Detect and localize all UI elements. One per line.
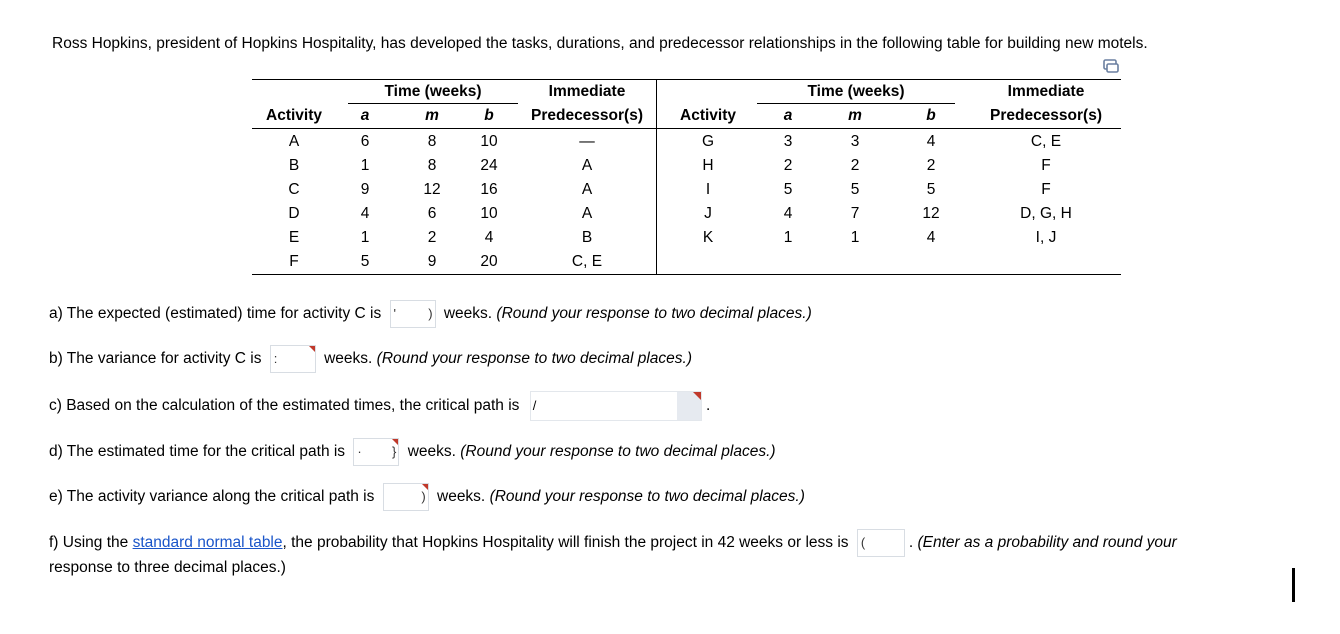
question-f-note-line1: (Enter as a probability and round your bbox=[917, 534, 1177, 552]
cell-m: 12 bbox=[423, 181, 441, 198]
question-b-note: (Round your response to two decimal places.) bbox=[376, 350, 692, 368]
answer-e-right-fragment: ) bbox=[421, 489, 426, 504]
question-d-note: (Round your response to two decimal places.) bbox=[460, 443, 776, 461]
header-b-left: b bbox=[484, 107, 494, 124]
answer-a-right-fragment: ) bbox=[428, 306, 433, 321]
header-pred-line2-right: Predecessor(s) bbox=[989, 107, 1102, 124]
cell-m: 1 bbox=[850, 229, 860, 246]
question-d-prefix: d) The estimated time for the critical path is bbox=[49, 443, 346, 461]
header-activity-left: Activity bbox=[266, 107, 322, 124]
answer-e-input[interactable] bbox=[383, 483, 429, 511]
question-a-prefix: a) The expected (estimated) time for activity C is bbox=[49, 305, 382, 323]
dropdown-arrow-icon[interactable] bbox=[677, 392, 701, 420]
cell-pred: B bbox=[581, 229, 593, 246]
question-a bbox=[49, 300, 812, 328]
cell-pred: D, G, H bbox=[1020, 205, 1072, 222]
cell-b: 4 bbox=[926, 133, 936, 150]
question-b-prefix: b) The variance for activity C is bbox=[49, 350, 262, 368]
cell-m: 8 bbox=[427, 157, 437, 174]
cell-a: 2 bbox=[783, 157, 793, 174]
cell-pred: A bbox=[581, 157, 593, 174]
cell-activity: C bbox=[288, 181, 300, 198]
header-a-right: a bbox=[783, 107, 793, 124]
cell-pred: — bbox=[579, 133, 595, 150]
header-time-weeks-left: Time (weeks) bbox=[384, 83, 482, 100]
question-b-suffix: weeks. bbox=[324, 350, 373, 368]
cell-a: 9 bbox=[360, 181, 370, 198]
copy-icon[interactable] bbox=[1103, 59, 1119, 73]
cell-m: 2 bbox=[850, 157, 860, 174]
question-c-prefix: c) Based on the calculation of the estimated times, the critical path is bbox=[49, 397, 520, 415]
cell-activity: F bbox=[289, 253, 299, 270]
cell-a: 1 bbox=[360, 157, 370, 174]
cell-b: 24 bbox=[480, 157, 498, 174]
cell-activity: A bbox=[288, 133, 300, 150]
cell-activity: J bbox=[704, 205, 712, 222]
cell-pred: F bbox=[1041, 181, 1051, 198]
cell-activity: H bbox=[702, 157, 714, 174]
question-e bbox=[49, 483, 805, 511]
cell-activity: D bbox=[288, 205, 300, 222]
answer-a-input[interactable] bbox=[390, 300, 436, 328]
cell-a: 4 bbox=[360, 205, 370, 222]
cell-m: 2 bbox=[427, 229, 437, 246]
cell-m: 3 bbox=[850, 133, 860, 150]
header-m-right: m bbox=[848, 107, 862, 124]
header-a-left: a bbox=[360, 107, 370, 124]
answer-b-left-fragment: : bbox=[273, 351, 278, 366]
header-time-weeks-right: Time (weeks) bbox=[807, 83, 905, 100]
answer-d-input[interactable] bbox=[353, 438, 399, 466]
cell-b: 10 bbox=[480, 205, 498, 222]
cell-b: 4 bbox=[484, 229, 494, 246]
intro-text: Ross Hopkins, president of Hopkins Hospitality, has developed the tasks, durations, and predecessor relationships in the following table for building new motels. bbox=[52, 35, 1148, 52]
cell-b: 20 bbox=[480, 253, 498, 270]
cell-pred: C, E bbox=[1030, 133, 1062, 150]
cell-b: 16 bbox=[480, 181, 498, 198]
answer-d-left-fragment: · bbox=[357, 444, 362, 459]
cell-m: 5 bbox=[850, 181, 860, 198]
cell-m: 8 bbox=[427, 133, 437, 150]
header-pred-line1-right: Immediate bbox=[1007, 83, 1085, 100]
cell-a: 4 bbox=[783, 205, 793, 222]
question-e-note: (Round your response to two decimal places.) bbox=[489, 488, 805, 506]
question-c bbox=[49, 391, 710, 421]
text-cursor bbox=[1292, 568, 1295, 602]
cell-activity: B bbox=[288, 157, 300, 174]
standard-normal-table-link[interactable]: standard normal table bbox=[132, 534, 283, 552]
question-f-prefix: f) Using the bbox=[49, 534, 129, 552]
cell-a: 3 bbox=[783, 133, 793, 150]
cell-a: 5 bbox=[360, 253, 370, 270]
cell-a: 6 bbox=[360, 133, 370, 150]
question-f bbox=[49, 529, 1177, 557]
cell-m: 6 bbox=[427, 205, 437, 222]
question-e-prefix: e) The activity variance along the critical path is bbox=[49, 488, 375, 506]
question-f-note-line2: response to three decimal places.) bbox=[49, 559, 286, 576]
cell-m: 7 bbox=[850, 205, 860, 222]
cell-activity: K bbox=[702, 229, 714, 246]
cell-b: 4 bbox=[926, 229, 936, 246]
cell-activity: G bbox=[701, 133, 715, 150]
header-m-left: m bbox=[425, 107, 439, 124]
question-f-middle: , the probability that Hopkins Hospitality will finish the project in 42 weeks or less is bbox=[282, 534, 849, 552]
cell-activity: I bbox=[705, 181, 711, 198]
cell-a: 5 bbox=[783, 181, 793, 198]
header-pred-line2-left: Predecessor(s) bbox=[530, 107, 643, 124]
cell-pred: A bbox=[581, 205, 593, 222]
answer-f-left-fragment: ( bbox=[860, 535, 866, 550]
question-b bbox=[49, 345, 692, 373]
question-a-note: (Round your response to two decimal places.) bbox=[496, 305, 812, 323]
cell-b: 10 bbox=[480, 133, 498, 150]
cell-a: 1 bbox=[360, 229, 370, 246]
answer-d-right-fragment: } bbox=[392, 444, 397, 459]
question-d bbox=[49, 438, 776, 466]
critical-path-fragment: / bbox=[532, 398, 537, 413]
cell-b: 5 bbox=[926, 181, 936, 198]
cell-pred: F bbox=[1041, 157, 1051, 174]
activity-table bbox=[252, 79, 1121, 275]
cell-b: 12 bbox=[922, 205, 940, 222]
cell-b: 2 bbox=[926, 157, 936, 174]
answer-f-input[interactable] bbox=[857, 529, 905, 557]
question-a-suffix: weeks. bbox=[443, 305, 493, 323]
question-e-suffix: weeks. bbox=[437, 488, 486, 506]
cell-m: 9 bbox=[427, 253, 437, 270]
question-d-suffix: weeks. bbox=[407, 443, 456, 461]
question-c-suffix: . bbox=[706, 397, 711, 415]
cell-pred: I, J bbox=[1035, 229, 1057, 246]
header-b-right: b bbox=[926, 107, 936, 124]
question-f-suffix: . bbox=[908, 534, 914, 552]
answer-a-left-fragment: ' bbox=[393, 306, 397, 321]
cell-activity: E bbox=[288, 229, 300, 246]
cell-pred: A bbox=[581, 181, 593, 198]
header-pred-line1-left: Immediate bbox=[548, 83, 626, 100]
cell-pred: C, E bbox=[571, 253, 603, 270]
header-activity-right: Activity bbox=[680, 107, 736, 124]
cell-a: 1 bbox=[783, 229, 793, 246]
answer-b-input[interactable] bbox=[270, 345, 316, 373]
critical-path-dropdown[interactable] bbox=[530, 391, 702, 421]
